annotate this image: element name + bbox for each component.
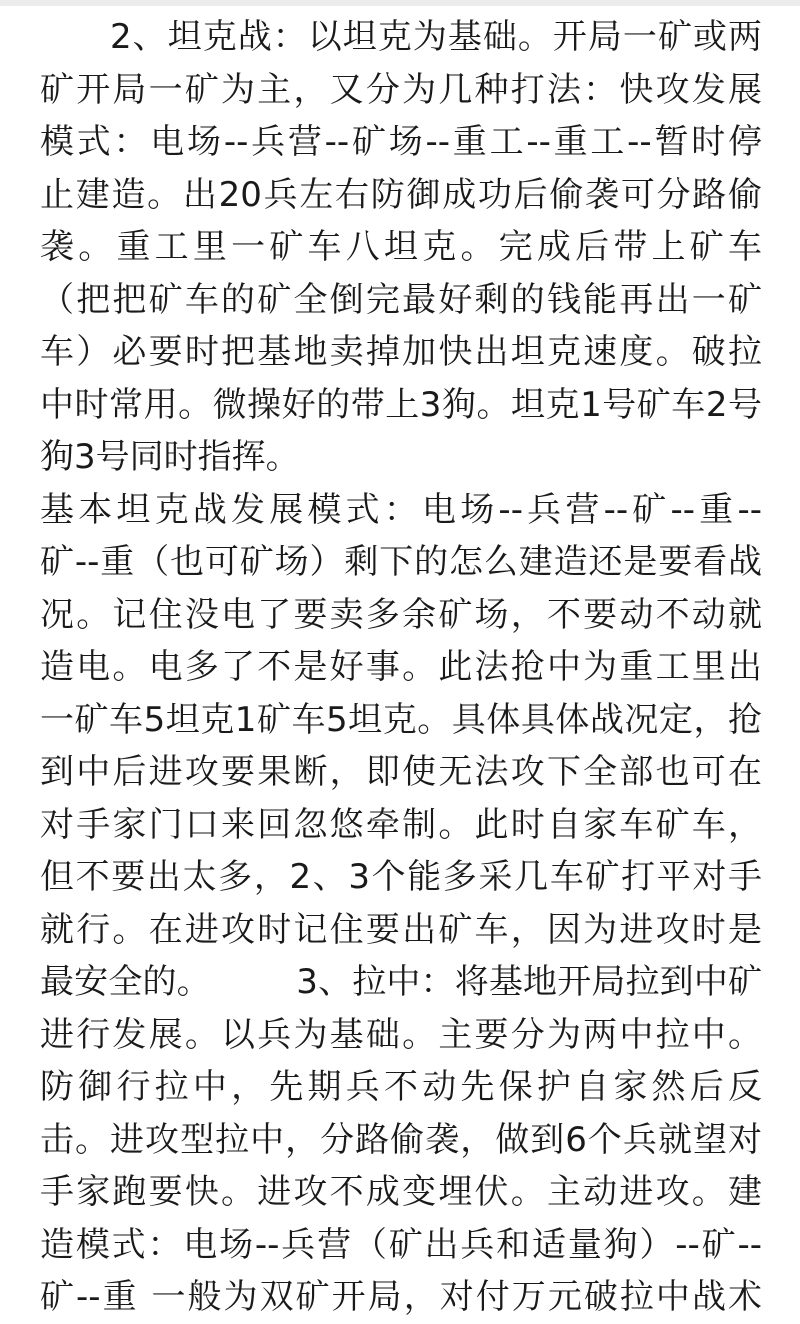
text-line: 袭。重工里一矿车八坦克。完成后带上矿车 bbox=[40, 227, 762, 267]
top-divider bbox=[0, 0, 800, 6]
text-line: 防御行拉中，先期兵不动先保护自家然后反 bbox=[40, 1067, 762, 1107]
text-line: 到中后进攻要果断，即使无法攻下全部也可在 bbox=[40, 752, 762, 792]
text-line: 车）必要时把基地卖掉加快出坦克速度。破拉 bbox=[40, 332, 762, 372]
text-line: 矿--重（也可矿场）剩下的怎么建造还是要看战 bbox=[40, 542, 762, 582]
text-line: 就行。在进攻时记住要出矿车，因为进攻时是 bbox=[40, 909, 762, 950]
text-line: 对手家门口来回忽悠牵制。此时自家车矿车， bbox=[40, 804, 762, 845]
text-line: 造模式：电场--兵营（矿出兵和适量狗）--矿-- bbox=[40, 1224, 762, 1265]
text-line: 但不要出太多，2、3个能多采几车矿打平对手 bbox=[40, 857, 762, 897]
text-line: 最安全的。 3、拉中：将基地开局拉到中矿 bbox=[40, 962, 762, 1002]
text-line: 一矿车5坦克1矿车5坦克。具体具体战况定，抢 bbox=[40, 699, 762, 740]
text-line: 造电。电多了不是好事。此法抢中为重工里出 bbox=[40, 647, 762, 687]
text-line: 狗3号同时指挥。 bbox=[40, 437, 300, 477]
text-line: 模式：电场--兵营--矿场--重工--重工--暂时停 bbox=[40, 122, 762, 162]
text-line: 中时常用。微操好的带上3狗。坦克1号矿车2号 bbox=[40, 384, 762, 425]
text-line: 矿开局一矿为主，又分为几种打法：快攻发展 bbox=[40, 69, 762, 110]
text-line: 况。记住没电了要卖多余矿场，不要动不动就 bbox=[40, 594, 762, 635]
text-line: 矿--重 一般为双矿开局，对付万元破拉中战术 bbox=[40, 1277, 762, 1317]
text-line: 手家跑要快。进攻不成变埋伏。主动进攻。建 bbox=[40, 1172, 762, 1212]
text-line: 2、坦克战：以坦克为基础。开局一矿或两 bbox=[40, 17, 762, 57]
text-line: （把把矿车的矿全倒完最好剩的钱能再出一矿 bbox=[40, 279, 762, 320]
document-body bbox=[40, 11, 762, 1324]
text-line: 基本坦克战发展模式：电场--兵营--矿--重-- bbox=[40, 489, 762, 530]
text-line: 击。进攻型拉中，分路偷袭，做到6个兵就望对 bbox=[40, 1119, 762, 1160]
text-line: 止建造。出20兵左右防御成功后偷袭可分路偷 bbox=[40, 174, 762, 215]
text-line: 进行发展。以兵为基础。主要分为两中拉中。 bbox=[40, 1014, 762, 1055]
